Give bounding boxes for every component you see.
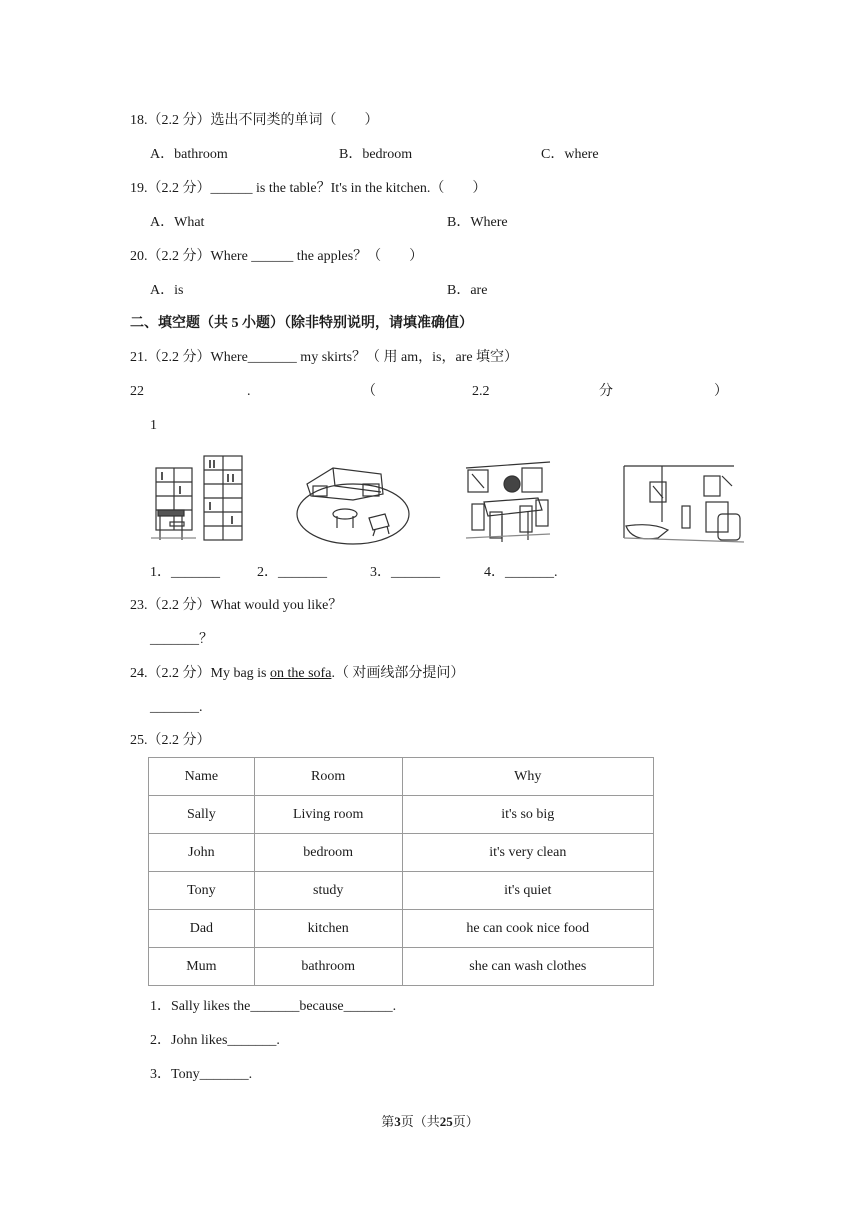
cell-name: Dad xyxy=(149,910,255,948)
q18-option-a: A．bathroom xyxy=(150,147,228,162)
cell-name: Mum xyxy=(149,948,255,986)
cell-room: Living room xyxy=(254,796,402,834)
q23-stem: 23.（2.2 分）What would you like？ xyxy=(130,598,343,613)
q22-blank-2: 2．_______ xyxy=(257,565,327,580)
q19-stem: 19.（2.2 分）______ is the table？It's in the kitchen.（ ） xyxy=(130,181,487,196)
cell-room: study xyxy=(254,872,402,910)
q23-answer: _______？ xyxy=(150,632,213,647)
q24-prefix: 24.（2.2 分）My bag is xyxy=(130,666,270,681)
q20-stem: 20.（2.2 分）Where ______ the apples？（ ） xyxy=(130,249,424,264)
cell-room: bedroom xyxy=(254,834,402,872)
cell-name: Tony xyxy=(149,872,255,910)
cell-why: it's quiet xyxy=(402,872,653,910)
cell-why: it's so big xyxy=(402,796,653,834)
header-room: Room xyxy=(254,758,402,796)
table-row xyxy=(149,796,654,834)
cell-name: Sally xyxy=(149,796,255,834)
q24-answer: _______. xyxy=(150,700,203,715)
table-row xyxy=(149,872,654,910)
room-preference-table xyxy=(148,757,654,986)
q18-option-c: C．where xyxy=(541,147,599,162)
table-row xyxy=(149,834,654,872)
q25-line-1: 1．Sally likes the_______because_______. xyxy=(150,999,397,1014)
cell-why: she can wash clothes xyxy=(402,948,653,986)
q25-line-3: 3．Tony_______. xyxy=(150,1067,253,1082)
q20-option-b: B．are xyxy=(447,283,488,298)
page-number: 3 xyxy=(394,1114,401,1129)
q25-stem: 25.（2.2 分） xyxy=(130,733,211,748)
page-footer xyxy=(0,1111,860,1130)
q22-blank-3: 3．_______ xyxy=(370,565,440,580)
q19-option-b: B．Where xyxy=(447,215,508,230)
table-row xyxy=(149,910,654,948)
header-name: Name xyxy=(149,758,255,796)
footer-pre: 第 xyxy=(381,1114,395,1129)
q22-open-paren: （ xyxy=(362,384,376,399)
cell-why: he can cook nice food xyxy=(402,910,653,948)
study-room-picture xyxy=(148,452,248,544)
footer-mid: 页（共 xyxy=(400,1114,440,1129)
bathroom-picture xyxy=(622,462,746,546)
table-header-row xyxy=(149,758,654,796)
q19-option-a: A．What xyxy=(150,215,205,230)
q24-underlined: on the sofa xyxy=(270,666,332,681)
q24-suffix: .（ 对画线部分提问） xyxy=(331,666,465,681)
q22-fen: 分 xyxy=(599,384,613,399)
header-why: Why xyxy=(402,758,653,796)
q24-stem xyxy=(130,664,464,684)
q22-blank-1: 1．_______ xyxy=(150,565,220,580)
cell-room: bathroom xyxy=(254,948,402,986)
q22-blank-4: 4．_______. xyxy=(484,565,558,580)
q22-sub-number: 1 xyxy=(150,418,157,433)
section-heading: 二、填空题（共 5 小题）（除非特别说明，请填准确值） xyxy=(130,316,473,331)
dining-room-picture xyxy=(462,458,554,544)
q22-score: 2.2 xyxy=(472,384,490,399)
footer-post: 页） xyxy=(452,1114,479,1129)
q22-dot: . xyxy=(247,384,251,399)
q21-stem: 21.（2.2 分）Where_______ my skirts？（ 用 am，is，are 填空） xyxy=(130,350,519,365)
total-pages: 25 xyxy=(439,1114,453,1129)
q22-number: 22 xyxy=(130,384,144,399)
cell-why: it's very clean xyxy=(402,834,653,872)
q25-line-2: 2．John likes_______. xyxy=(150,1033,280,1048)
table-row xyxy=(149,948,654,986)
q18-stem: 18.（2.2 分）选出不同类的单词（ ） xyxy=(130,113,379,128)
cell-name: John xyxy=(149,834,255,872)
q18-option-b: B．bedroom xyxy=(339,147,413,162)
q20-option-a: A．is xyxy=(150,283,184,298)
q22-close-paren: ） xyxy=(714,384,728,399)
living-room-picture xyxy=(293,456,411,546)
cell-room: kitchen xyxy=(254,910,402,948)
